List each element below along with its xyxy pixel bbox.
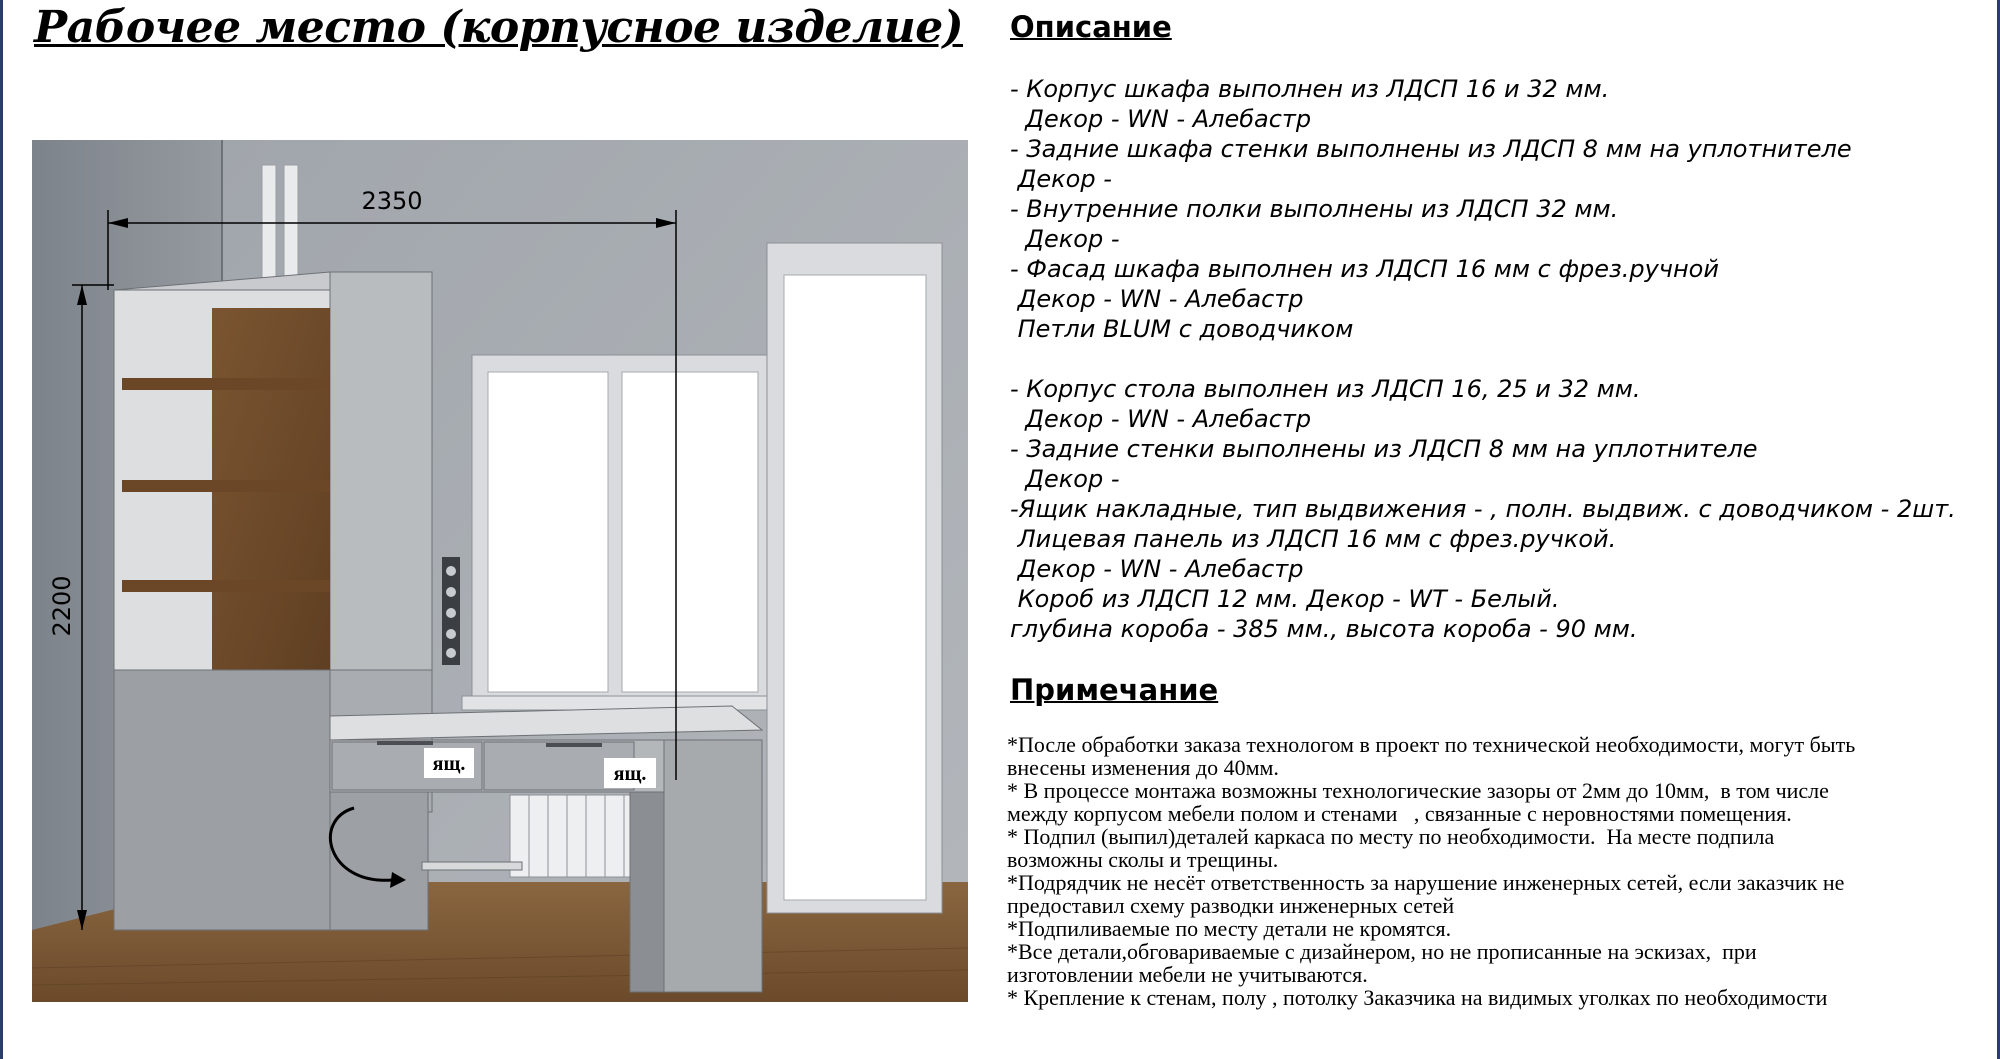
- note-line: *Подрядчик не несёт ответственность за нарушение инженерных сетей, если заказчик не: [1007, 870, 1845, 895]
- note-line: *Все детали,обговариваемые с дизайнером, но не прописанные на эскизах, при: [1007, 939, 1757, 964]
- note-line: *Подпиливаемые по месту детали не кромятся.: [1007, 916, 1452, 941]
- note-line: изготовлении мебели не учитываются.: [1007, 962, 1368, 987]
- shelf-1: [122, 378, 330, 390]
- note-line: возможны сколы и трещины.: [1007, 847, 1279, 872]
- shelf-3: [122, 580, 330, 592]
- description-line: Декор -: [1010, 225, 1120, 253]
- shelf-2: [122, 480, 330, 492]
- description-line: Короб из ЛДСП 12 мм. Декор - WT - Белый.: [1010, 585, 1560, 613]
- page-title: Рабочее место (корпусное изделие): [34, 2, 964, 53]
- page-border-left: [0, 0, 3, 1059]
- height-dimension: 2200: [48, 575, 76, 637]
- description-line: Декор - WN - Алебастр: [1010, 285, 1304, 313]
- width-dimension: 2350: [361, 187, 423, 215]
- desk-leg-right: [664, 740, 762, 992]
- furniture-render: [32, 140, 968, 1002]
- note-line: предоставил схему разводки инженерных сетей: [1007, 893, 1455, 918]
- description-line: Петли BLUM с доводчиком: [1010, 315, 1354, 343]
- description-line: -Ящик накладные, тип выдвижения - , полн. выдвиж. с доводчиком - 2шт.: [1010, 495, 1956, 523]
- note-line: *После обработки заказа технологом в проект по технической необходимости, могут быть: [1007, 732, 1856, 757]
- description-line: [1010, 344, 1990, 374]
- description-line: Лицевая панель из ЛДСП 16 мм с фрез.ручкой.: [1010, 525, 1617, 553]
- description-heading: Описание: [1010, 10, 1172, 44]
- description-line: Декор - WN - Алебастр: [1010, 555, 1304, 583]
- description-line: Декор - WN - Алебастр: [1010, 405, 1312, 433]
- note-list: [1007, 733, 1992, 1009]
- description-line: - Внутренние полки выполнены из ЛДСП 32 мм.: [1010, 195, 1619, 223]
- drawer-label-1: ящ.: [432, 753, 466, 775]
- description-line: Декор -: [1010, 165, 1112, 193]
- note-line: * Подпил (выпил)деталей каркаса по месту по необходимости. На месте подпила: [1007, 824, 1775, 849]
- note-line: внесены изменения до 40мм.: [1007, 755, 1279, 780]
- note-line: * В процессе монтажа возможны технологические зазоры от 2мм до 10мм, в том числе: [1007, 778, 1829, 803]
- description-line: - Корпус стола выполнен из ЛДСП 16, 25 и 32 мм.: [1010, 375, 1641, 403]
- description-line: глубина короба - 385 мм., высота короба - 90 мм.: [1010, 615, 1638, 643]
- description-line: Декор -: [1010, 465, 1120, 493]
- description-line: - Фасад шкафа выполнен из ЛДСП 16 мм с фрез.ручной: [1010, 255, 1719, 283]
- cabinet-lower: [114, 670, 330, 930]
- drawer-label-2: ящ.: [613, 763, 647, 785]
- description-line: - Задние шкафа стенки выполнены из ЛДСП 8 мм на уплотнителе: [1010, 135, 1852, 163]
- note-line: между корпусом мебели полом и стенами , связанные с неровностями помещения.: [1007, 801, 1792, 826]
- description-line: Декор - WN - Алебастр: [1010, 105, 1312, 133]
- description-list: [1010, 74, 1990, 644]
- note-heading: Примечание: [1010, 673, 1219, 707]
- cable-tray: [422, 862, 522, 870]
- note-line: * Крепление к стенам, полу , потолку Заказчика на видимых уголках по необходимости: [1007, 985, 1828, 1010]
- description-line: - Задние стенки выполнены из ЛДСП 8 мм на уплотнителе: [1010, 435, 1758, 463]
- description-line: - Корпус шкафа выполнен из ЛДСП 16 и 32 мм.: [1010, 75, 1610, 103]
